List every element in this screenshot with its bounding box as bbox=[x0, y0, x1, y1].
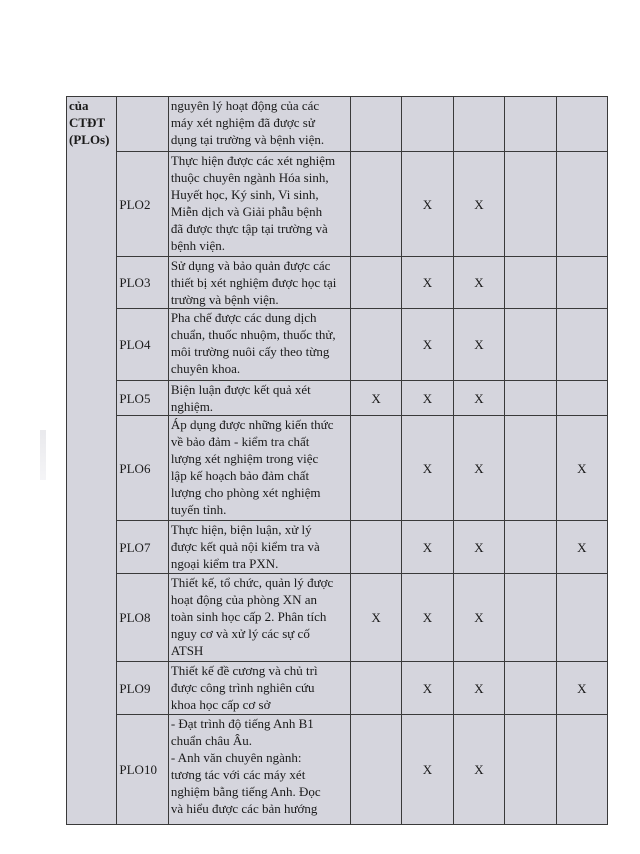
plo-code: PLO9 bbox=[117, 662, 168, 715]
mapping-cell: X bbox=[453, 521, 504, 574]
mapping-cell bbox=[505, 416, 556, 521]
description-line: lượng cho phòng xét nghiệm bbox=[170, 485, 321, 500]
mapping-cell: X bbox=[556, 521, 607, 574]
plo-code: PLO2 bbox=[117, 152, 168, 257]
mapping-cell: X bbox=[453, 715, 504, 825]
description-line: Huyết học, Ký sinh, Vi sinh, bbox=[170, 187, 319, 202]
mapping-cell bbox=[556, 257, 607, 309]
plo-group-header bbox=[67, 97, 117, 825]
mapping-cell: X bbox=[453, 416, 504, 521]
plo-description bbox=[168, 574, 350, 662]
mapping-cell: X bbox=[453, 257, 504, 309]
description-line: chuẩn, thuốc nhuộm, thuốc thử, bbox=[170, 327, 336, 342]
description-line: khoa học cấp cơ sở bbox=[170, 697, 271, 712]
description-line: Sử dụng và bảo quản được các bbox=[170, 258, 331, 273]
description-line: - Đạt trình độ tiếng Anh B1 bbox=[170, 716, 314, 731]
table-row bbox=[67, 97, 608, 152]
mapping-cell bbox=[505, 521, 556, 574]
mapping-cell bbox=[505, 381, 556, 416]
plo-code: PLO6 bbox=[117, 416, 168, 521]
mapping-cell: X bbox=[556, 662, 607, 715]
mapping-cell bbox=[402, 97, 453, 152]
table-row bbox=[67, 381, 608, 416]
plo-description bbox=[168, 152, 350, 257]
mapping-cell bbox=[350, 257, 401, 309]
mapping-cell: X bbox=[402, 309, 453, 381]
mapping-cell bbox=[556, 381, 607, 416]
mapping-cell: X bbox=[453, 662, 504, 715]
description-line: Miễn dịch và Giải phẫu bệnh bbox=[170, 204, 323, 219]
mapping-cell bbox=[505, 309, 556, 381]
scan-artifact bbox=[40, 430, 46, 480]
description-line: Biện luận được kết quả xét bbox=[170, 382, 311, 397]
mapping-cell: X bbox=[350, 574, 401, 662]
plo-table bbox=[66, 96, 608, 825]
table-row bbox=[67, 309, 608, 381]
table-row bbox=[67, 662, 608, 715]
header-line: (PLOs) bbox=[69, 132, 110, 147]
mapping-cell bbox=[505, 257, 556, 309]
description-line: Thực hiện, biện luận, xử lý bbox=[170, 522, 312, 537]
mapping-cell: X bbox=[402, 416, 453, 521]
mapping-cell: X bbox=[350, 381, 401, 416]
plo-description bbox=[168, 416, 350, 521]
description-line: được công trình nghiên cứu bbox=[170, 680, 315, 695]
description-line: chuyên khoa. bbox=[170, 361, 241, 376]
mapping-cell: X bbox=[402, 662, 453, 715]
plo-description bbox=[168, 309, 350, 381]
mapping-cell bbox=[350, 662, 401, 715]
mapping-cell bbox=[350, 97, 401, 152]
table-row bbox=[67, 574, 608, 662]
description-line: lập kế hoạch bảo đảm chất bbox=[170, 468, 310, 483]
mapping-cell: X bbox=[402, 152, 453, 257]
plo-code: PLO8 bbox=[117, 574, 168, 662]
mapping-cell: X bbox=[453, 152, 504, 257]
description-line: hoạt động của phòng XN an bbox=[170, 592, 318, 607]
mapping-cell bbox=[505, 152, 556, 257]
description-line: máy xét nghiệm đã được sử bbox=[170, 115, 315, 130]
description-line: toàn sinh học cấp 2. Phân tích bbox=[170, 609, 327, 624]
mapping-cell bbox=[505, 574, 556, 662]
description-line: nghiệm bằng tiếng Anh. Đọc bbox=[170, 784, 321, 799]
plo-description bbox=[168, 97, 350, 152]
plo-description bbox=[168, 521, 350, 574]
description-line: Áp dụng được những kiến thức bbox=[170, 417, 334, 432]
mapping-cell bbox=[556, 715, 607, 825]
mapping-cell: X bbox=[402, 715, 453, 825]
plo-code: PLO3 bbox=[117, 257, 168, 309]
mapping-cell: X bbox=[402, 381, 453, 416]
mapping-cell: X bbox=[453, 309, 504, 381]
description-line: ngoại kiểm tra PXN. bbox=[170, 556, 279, 571]
table-row bbox=[67, 257, 608, 309]
mapping-cell bbox=[556, 152, 607, 257]
mapping-cell bbox=[556, 574, 607, 662]
mapping-cell bbox=[505, 97, 556, 152]
description-line: dụng tại trường và bệnh viện. bbox=[170, 132, 325, 147]
description-line: nguy cơ và xử lý các sự cố bbox=[170, 626, 310, 641]
mapping-cell bbox=[556, 97, 607, 152]
description-line: thuộc chuyên ngành Hóa sinh, bbox=[170, 170, 329, 185]
table-row bbox=[67, 715, 608, 825]
mapping-cell bbox=[350, 715, 401, 825]
plo-description bbox=[168, 662, 350, 715]
plo-code bbox=[117, 97, 168, 152]
description-line: tương tác với các máy xét bbox=[170, 767, 306, 782]
mapping-cell bbox=[350, 152, 401, 257]
mapping-cell: X bbox=[556, 416, 607, 521]
description-line: thiết bị xét nghiệm được học tại bbox=[170, 275, 337, 290]
plo-code: PLO10 bbox=[117, 715, 168, 825]
table-row bbox=[67, 521, 608, 574]
description-line: đã được thực tập tại trường và bbox=[170, 221, 328, 236]
description-line: Thiết kế, tổ chức, quản lý được bbox=[170, 575, 334, 590]
description-line: nghiệm. bbox=[170, 399, 214, 414]
description-line: về bảo đảm - kiểm tra chất bbox=[170, 434, 310, 449]
mapping-cell: X bbox=[453, 381, 504, 416]
description-line: ATSH bbox=[170, 643, 204, 658]
mapping-cell: X bbox=[402, 574, 453, 662]
mapping-cell: X bbox=[453, 574, 504, 662]
mapping-cell bbox=[505, 715, 556, 825]
mapping-cell bbox=[505, 662, 556, 715]
plo-code: PLO4 bbox=[117, 309, 168, 381]
description-line: Pha chế được các dung dịch bbox=[170, 310, 317, 325]
description-line: chuẩn châu Âu. bbox=[170, 733, 253, 748]
description-line: - Anh văn chuyên ngành: bbox=[170, 750, 302, 765]
table-row bbox=[67, 416, 608, 521]
mapping-cell bbox=[453, 97, 504, 152]
header-line: CTĐT bbox=[69, 115, 106, 130]
description-line: tuyến tỉnh. bbox=[170, 502, 227, 517]
description-line: lượng xét nghiệm trong việc bbox=[170, 451, 319, 466]
description-line: nguyên lý hoạt động của các bbox=[170, 98, 320, 113]
mapping-cell: X bbox=[402, 521, 453, 574]
table-row bbox=[67, 152, 608, 257]
description-line: môi trường nuôi cấy theo từng bbox=[170, 344, 330, 359]
plo-description bbox=[168, 381, 350, 416]
mapping-cell: X bbox=[402, 257, 453, 309]
plo-code: PLO5 bbox=[117, 381, 168, 416]
description-line: bệnh viện. bbox=[170, 238, 225, 253]
plo-code: PLO7 bbox=[117, 521, 168, 574]
mapping-cell bbox=[350, 521, 401, 574]
description-line: trường và bệnh viện. bbox=[170, 292, 279, 307]
header-line: của bbox=[69, 98, 89, 113]
mapping-cell bbox=[556, 309, 607, 381]
mapping-cell bbox=[350, 309, 401, 381]
plo-description bbox=[168, 257, 350, 309]
plo-description bbox=[168, 715, 350, 825]
description-line: được kết quả nội kiểm tra và bbox=[170, 539, 320, 554]
mapping-cell bbox=[350, 416, 401, 521]
description-line: Thực hiện được các xét nghiệm bbox=[170, 153, 336, 168]
description-line: Thiết kế đề cương và chủ trì bbox=[170, 663, 318, 678]
description-line: và hiểu được các bản hướng bbox=[170, 801, 318, 816]
